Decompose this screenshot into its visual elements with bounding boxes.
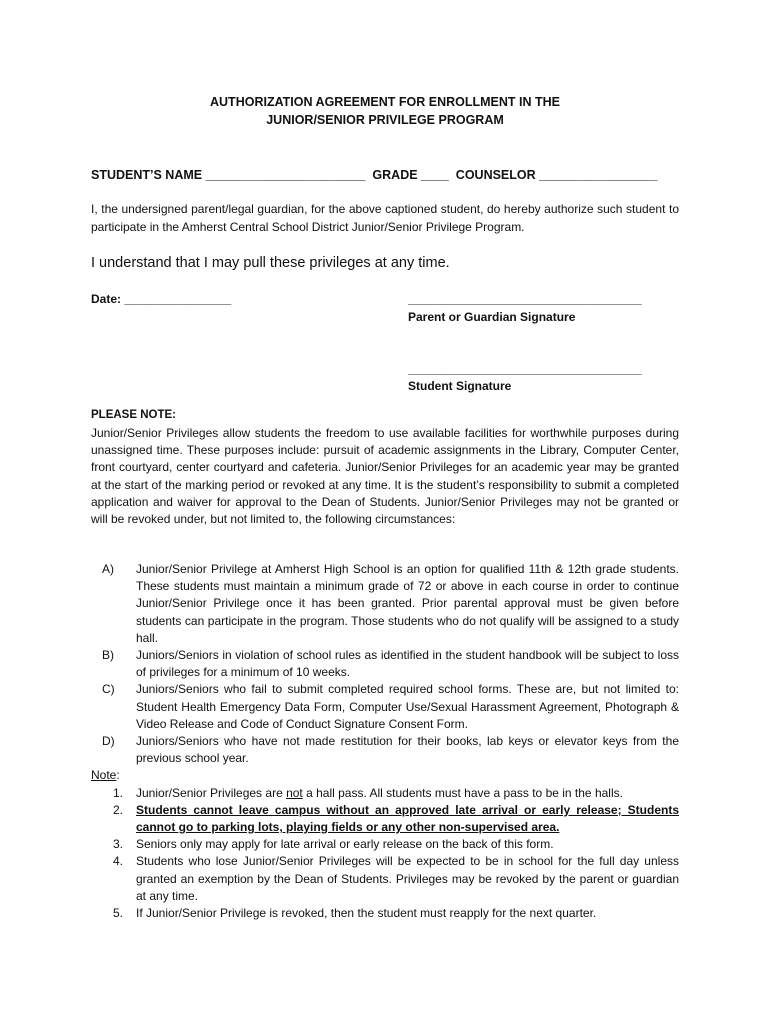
document-title-line-2: JUNIOR/SENIOR PRIVILEGE PROGRAM	[266, 113, 504, 127]
note-item-text: Students who lose Junior/Senior Privileges will be expected to be in school for the full day unless granted an exemption by the Dean of Students. Privileges may be revoked by the parent or guardian at any time.	[136, 854, 679, 903]
list-item-text: Juniors/Seniors who fail to submit completed required school forms. These are, but not limited to: Student Health Emergency Data Form, Computer Use/Sexual Harassment Agreement, Photograph & Video Release and Code of Conduct Signature Consent Form.	[136, 682, 679, 731]
list-item	[91, 733, 679, 767]
date-field: Date: ________________	[91, 292, 232, 306]
note-item	[91, 836, 679, 853]
please-note-body: Junior/Senior Privileges allow students the freedom to use available facilities for worthwhile purposes during unassigned time. These purposes include: pursuit of academic assignments in the Library, Computer Center, front courtyard, center courtyard and cafeteria. Junior/Senior Privileges for an academic year may be granted at the start of the marking period or revoked at any time. It is the student’s responsibility to submit a completed application and waiver for approval to the Dean of Students. Junior/Senior Privileges may not be granted or will be revoked under, but not limited to, the following circumstances:	[91, 426, 679, 527]
note-item	[91, 802, 679, 836]
student-info-fields: STUDENT’S NAME _______________________ GRADE ____ COUNSELOR _________________	[91, 168, 658, 182]
list-marker: A)	[102, 562, 114, 576]
note-marker: 2.	[113, 802, 124, 817]
note-marker: 1.	[113, 785, 124, 800]
list-item-text: Junior/Senior Privilege at Amherst High School is an option for qualified 11th & 12th grade students. These students must maintain a minimum grade of 72 or above in each course in order to continue Junior/Senior Privilege once it has been granted. Prior parental approval must be given before students can participate in the program. Those students who do not qualify will be assigned to a study hall.	[136, 562, 679, 645]
authorization-statement: I, the undersigned parent/legal guardian, for the above captioned student, do hereby authorize such student to participate in the Amherst Central School District Junior/Senior Privilege Program.	[91, 202, 679, 234]
parent-signature-line: ___________________________________	[408, 292, 642, 306]
note-item	[91, 905, 679, 922]
note-item-text: If Junior/Senior Privilege is revoked, then the student must reapply for the next quarter.	[136, 906, 597, 921]
list-marker: B)	[102, 648, 114, 663]
list-item	[91, 647, 679, 681]
parent-signature-label: Parent or Guardian Signature	[408, 310, 576, 324]
privilege-understanding-statement: I understand that I may pull these privileges at any time.	[91, 255, 450, 271]
document-title-line-1: AUTHORIZATION AGREEMENT FOR ENROLLMENT IN THE	[210, 95, 560, 109]
note-item	[91, 853, 679, 905]
note-marker: 4.	[113, 854, 124, 869]
note-heading	[91, 767, 679, 784]
note-item-text: Seniors only may apply for late arrival or early release on the back of this form.	[136, 837, 554, 852]
list-item	[91, 681, 679, 733]
note-marker: 5.	[113, 906, 124, 921]
list-item	[91, 561, 679, 647]
student-signature-line: ___________________________________	[408, 362, 642, 376]
circumstances-list	[91, 561, 679, 922]
list-marker: C)	[102, 682, 115, 697]
note-text-before: Junior/Senior Privileges are	[136, 785, 287, 800]
note-item-text	[136, 785, 679, 802]
please-note-heading: PLEASE NOTE:	[91, 409, 176, 421]
note-marker: 3.	[113, 837, 124, 852]
list-marker: D)	[102, 734, 115, 749]
list-item-text: Juniors/Seniors in violation of school rules as identified in the student handbook will be subject to loss of privileges for a minimum of 10 weeks.	[136, 648, 679, 680]
note-item-text: Students cannot leave campus without an approved late arrival or early release; Students cannot go to parking lots, playing fields or any other non-supervised area.	[136, 802, 679, 835]
note-text-emphasis: not	[286, 785, 303, 800]
note-item	[91, 785, 679, 802]
note-heading-colon: :	[116, 768, 120, 783]
student-signature-label: Student Signature	[408, 379, 512, 393]
list-item-text: Juniors/Seniors who have not made restitution for their books, lab keys or elevator keys from the previous school year.	[136, 734, 679, 766]
note-text-after: a hall pass. All students must have a pass to be in the halls.	[302, 785, 623, 800]
note-heading-text: Note	[91, 768, 117, 783]
